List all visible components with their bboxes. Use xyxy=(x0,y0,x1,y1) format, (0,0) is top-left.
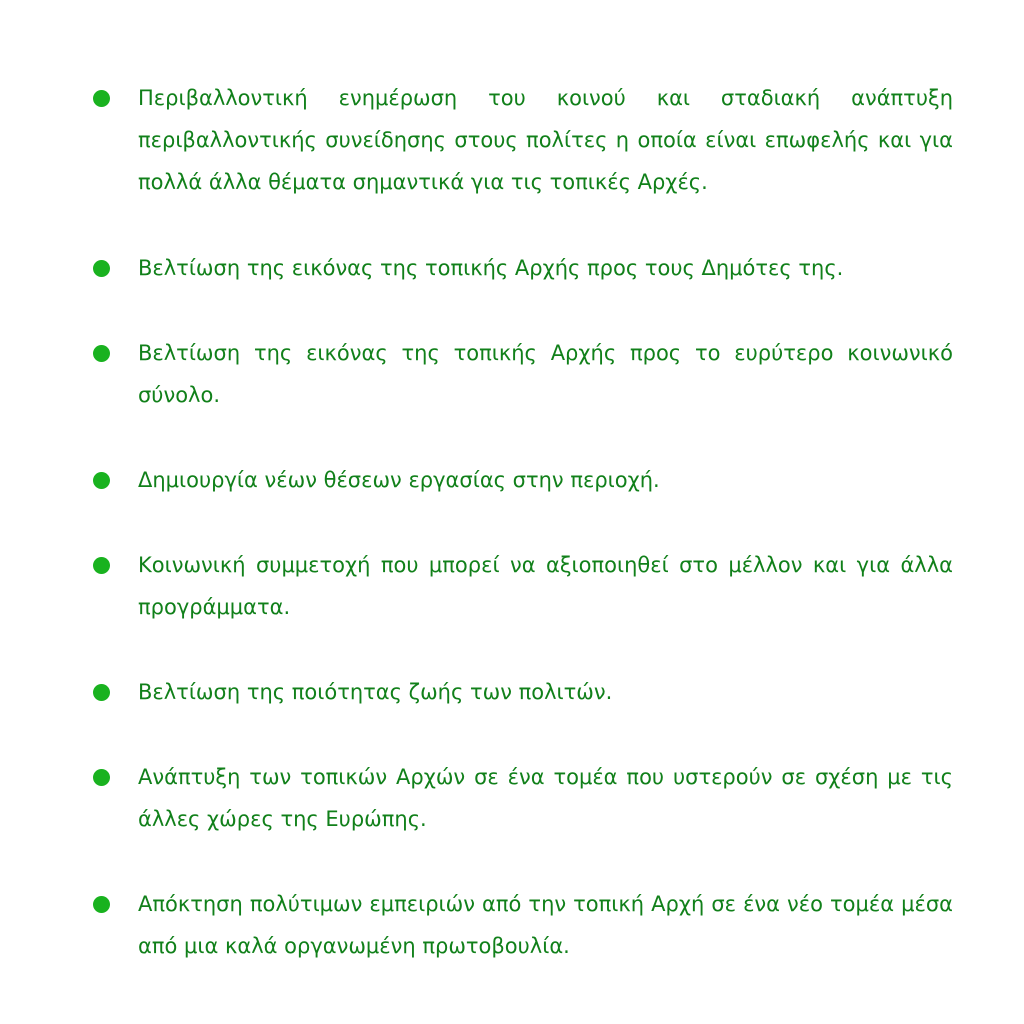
bullet-dot-icon xyxy=(93,345,110,362)
bullet-dot-icon xyxy=(93,260,110,277)
list-item-text: Ανάπτυξη των τοπικών Αρχών σε ένα τομέα που υστερούν σε σχέση με τις άλλες χώρες της Ευρώπης. xyxy=(138,765,953,831)
list-item xyxy=(93,332,953,416)
list-item xyxy=(93,671,953,713)
list-item-text: Απόκτηση πολύτιμων εμπειριών από την τοπική Αρχή σε ένα νέο τομέα μέσα από μια καλά οργανωμένη πρωτοβουλία. xyxy=(138,892,953,958)
list-item xyxy=(93,883,953,967)
list-item-text: Βελτίωση της ποιότητας ζωής των πολιτών. xyxy=(138,680,613,704)
list-item-text: Βελτίωση της εικόνας της τοπικής Αρχής προς το ευρύτερο κοινωνικό σύνολο. xyxy=(138,341,953,407)
list-item xyxy=(93,756,953,840)
bullet-dot-icon xyxy=(93,557,110,574)
list-item xyxy=(93,247,953,289)
list-item xyxy=(93,544,953,628)
bullet-dot-icon xyxy=(93,896,110,913)
bullet-dot-icon xyxy=(93,90,110,107)
list-item xyxy=(93,459,953,501)
list-item-text: Δημιουργία νέων θέσεων εργασίας στην περιοχή. xyxy=(138,468,660,492)
list-item-text: Κοινωνική συμμετοχή που μπορεί να αξιοποιηθεί στο μέλλον και για άλλα προγράμματα. xyxy=(138,553,953,619)
list-item xyxy=(93,77,953,203)
bullet-dot-icon xyxy=(93,472,110,489)
bullet-dot-icon xyxy=(93,769,110,786)
list-item-text: Βελτίωση της εικόνας της τοπικής Αρχής προς τους Δημότες της. xyxy=(138,256,844,280)
list-item-text: Περιβαλλοντική ενημέρωση του κοινού και σταδιακή ανάπτυξη περιβαλλοντικής συνείδησης στους πολίτες η οποία είναι επωφελής και για πολλά άλλα θέματα σημαντικά για τις τοπικές Αρχές. xyxy=(138,86,953,194)
bullet-dot-icon xyxy=(93,684,110,701)
